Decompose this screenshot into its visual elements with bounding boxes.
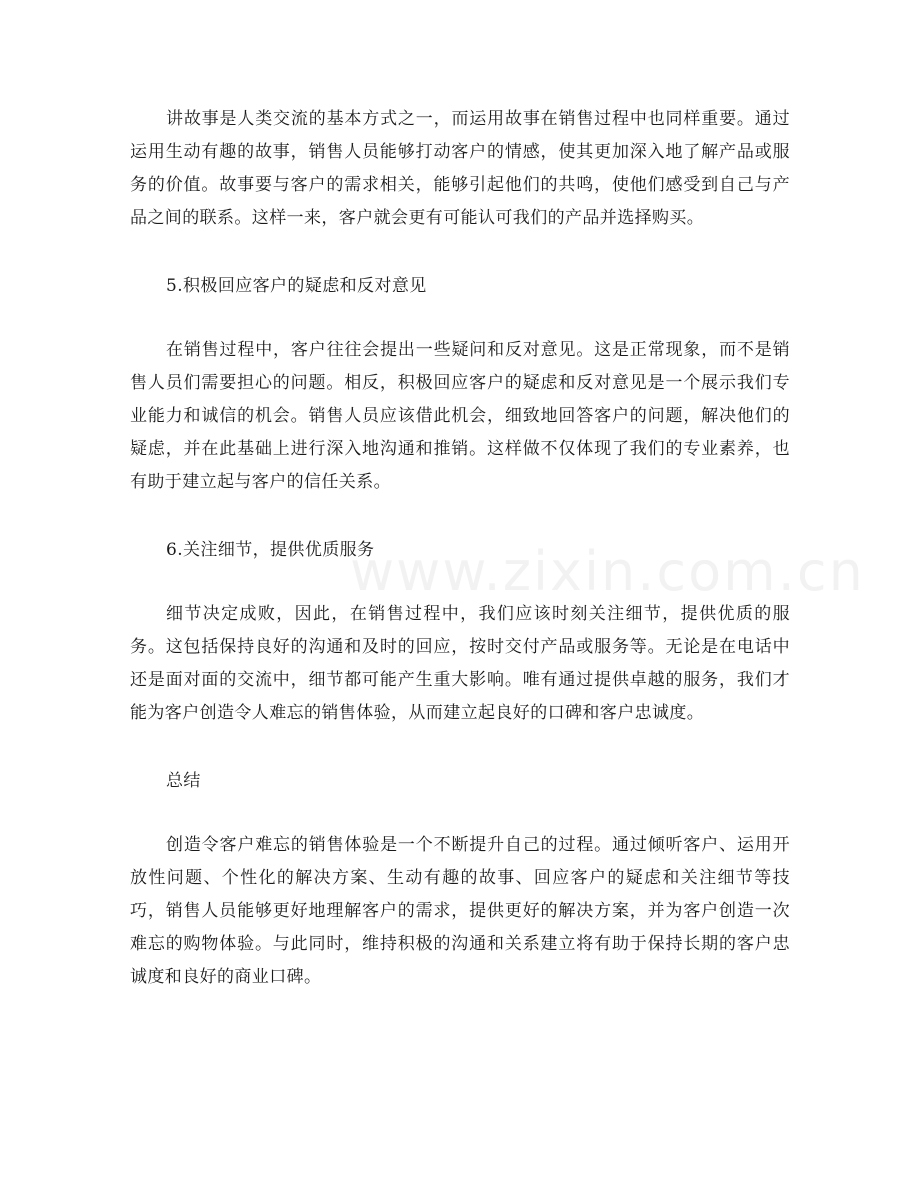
section-heading-6: 6.关注细节，提供优质服务 [166,540,375,560]
paragraph-objections: 在销售过程中，客户往往会提出一些疑问和反对意见。这是正常现象，而不是销售人员们需要担心的问题。相反，积极回应客户的疑虑和反对意见是一个展示我们专业能力和诚信的机会。销售人员应该借此机会，细致地回答客户的问题，解决他们的疑虑，并在此基础上进行深入地沟通和推销。这样做不仅体现了我们的专业素养，也有助于建立起与客户的信任关系。 [130,340,790,492]
section-heading-5: 5.积极回应客户的疑虑和反对意见 [166,276,427,296]
watermark: www.zixin.com.cn [350,540,865,603]
paragraph-storytelling: 讲故事是人类交流的基本方式之一，而运用故事在销售过程中也同样重要。通过运用生动有趣的故事，销售人员能够打动客户的情感，使其更加深入地了解产品或服务的价值。故事要与客户的需求相关，能够引起他们的共鸣，使他们感受到自己与产品之间的联系。这样一来，客户就会更有可能认可我们的产品并选择购买。 [130,109,790,228]
section-heading-summary: 总结 [166,771,201,791]
paragraph-details: 细节决定成败，因此，在销售过程中，我们应该时刻关注细节，提供优质的服务。这包括保持良好的沟通和及时的回应，按时交付产品或服务等。无论是在电话中还是面对面的交流中，细节都可能产生重大影响。唯有通过提供卓越的服务，我们才能为客户创造令人难忘的销售体验，从而建立起良好的口碑和客户忠诚度。 [130,604,790,723]
paragraph-summary: 创造令客户难忘的销售体验是一个不断提升自己的过程。通过倾听客户、运用开放性问题、个性化的解决方案、生动有趣的故事、回应客户的疑虑和关注细节等技巧，销售人员能够更好地理解客户的需求，提供更好的解决方案，并为客户创造一次难忘的购物体验。与此同时，维持积极的沟通和关系建立将有助于保持长期的客户忠诚度和良好的商业口碑。 [130,835,790,987]
document-body [130,103,790,1029]
